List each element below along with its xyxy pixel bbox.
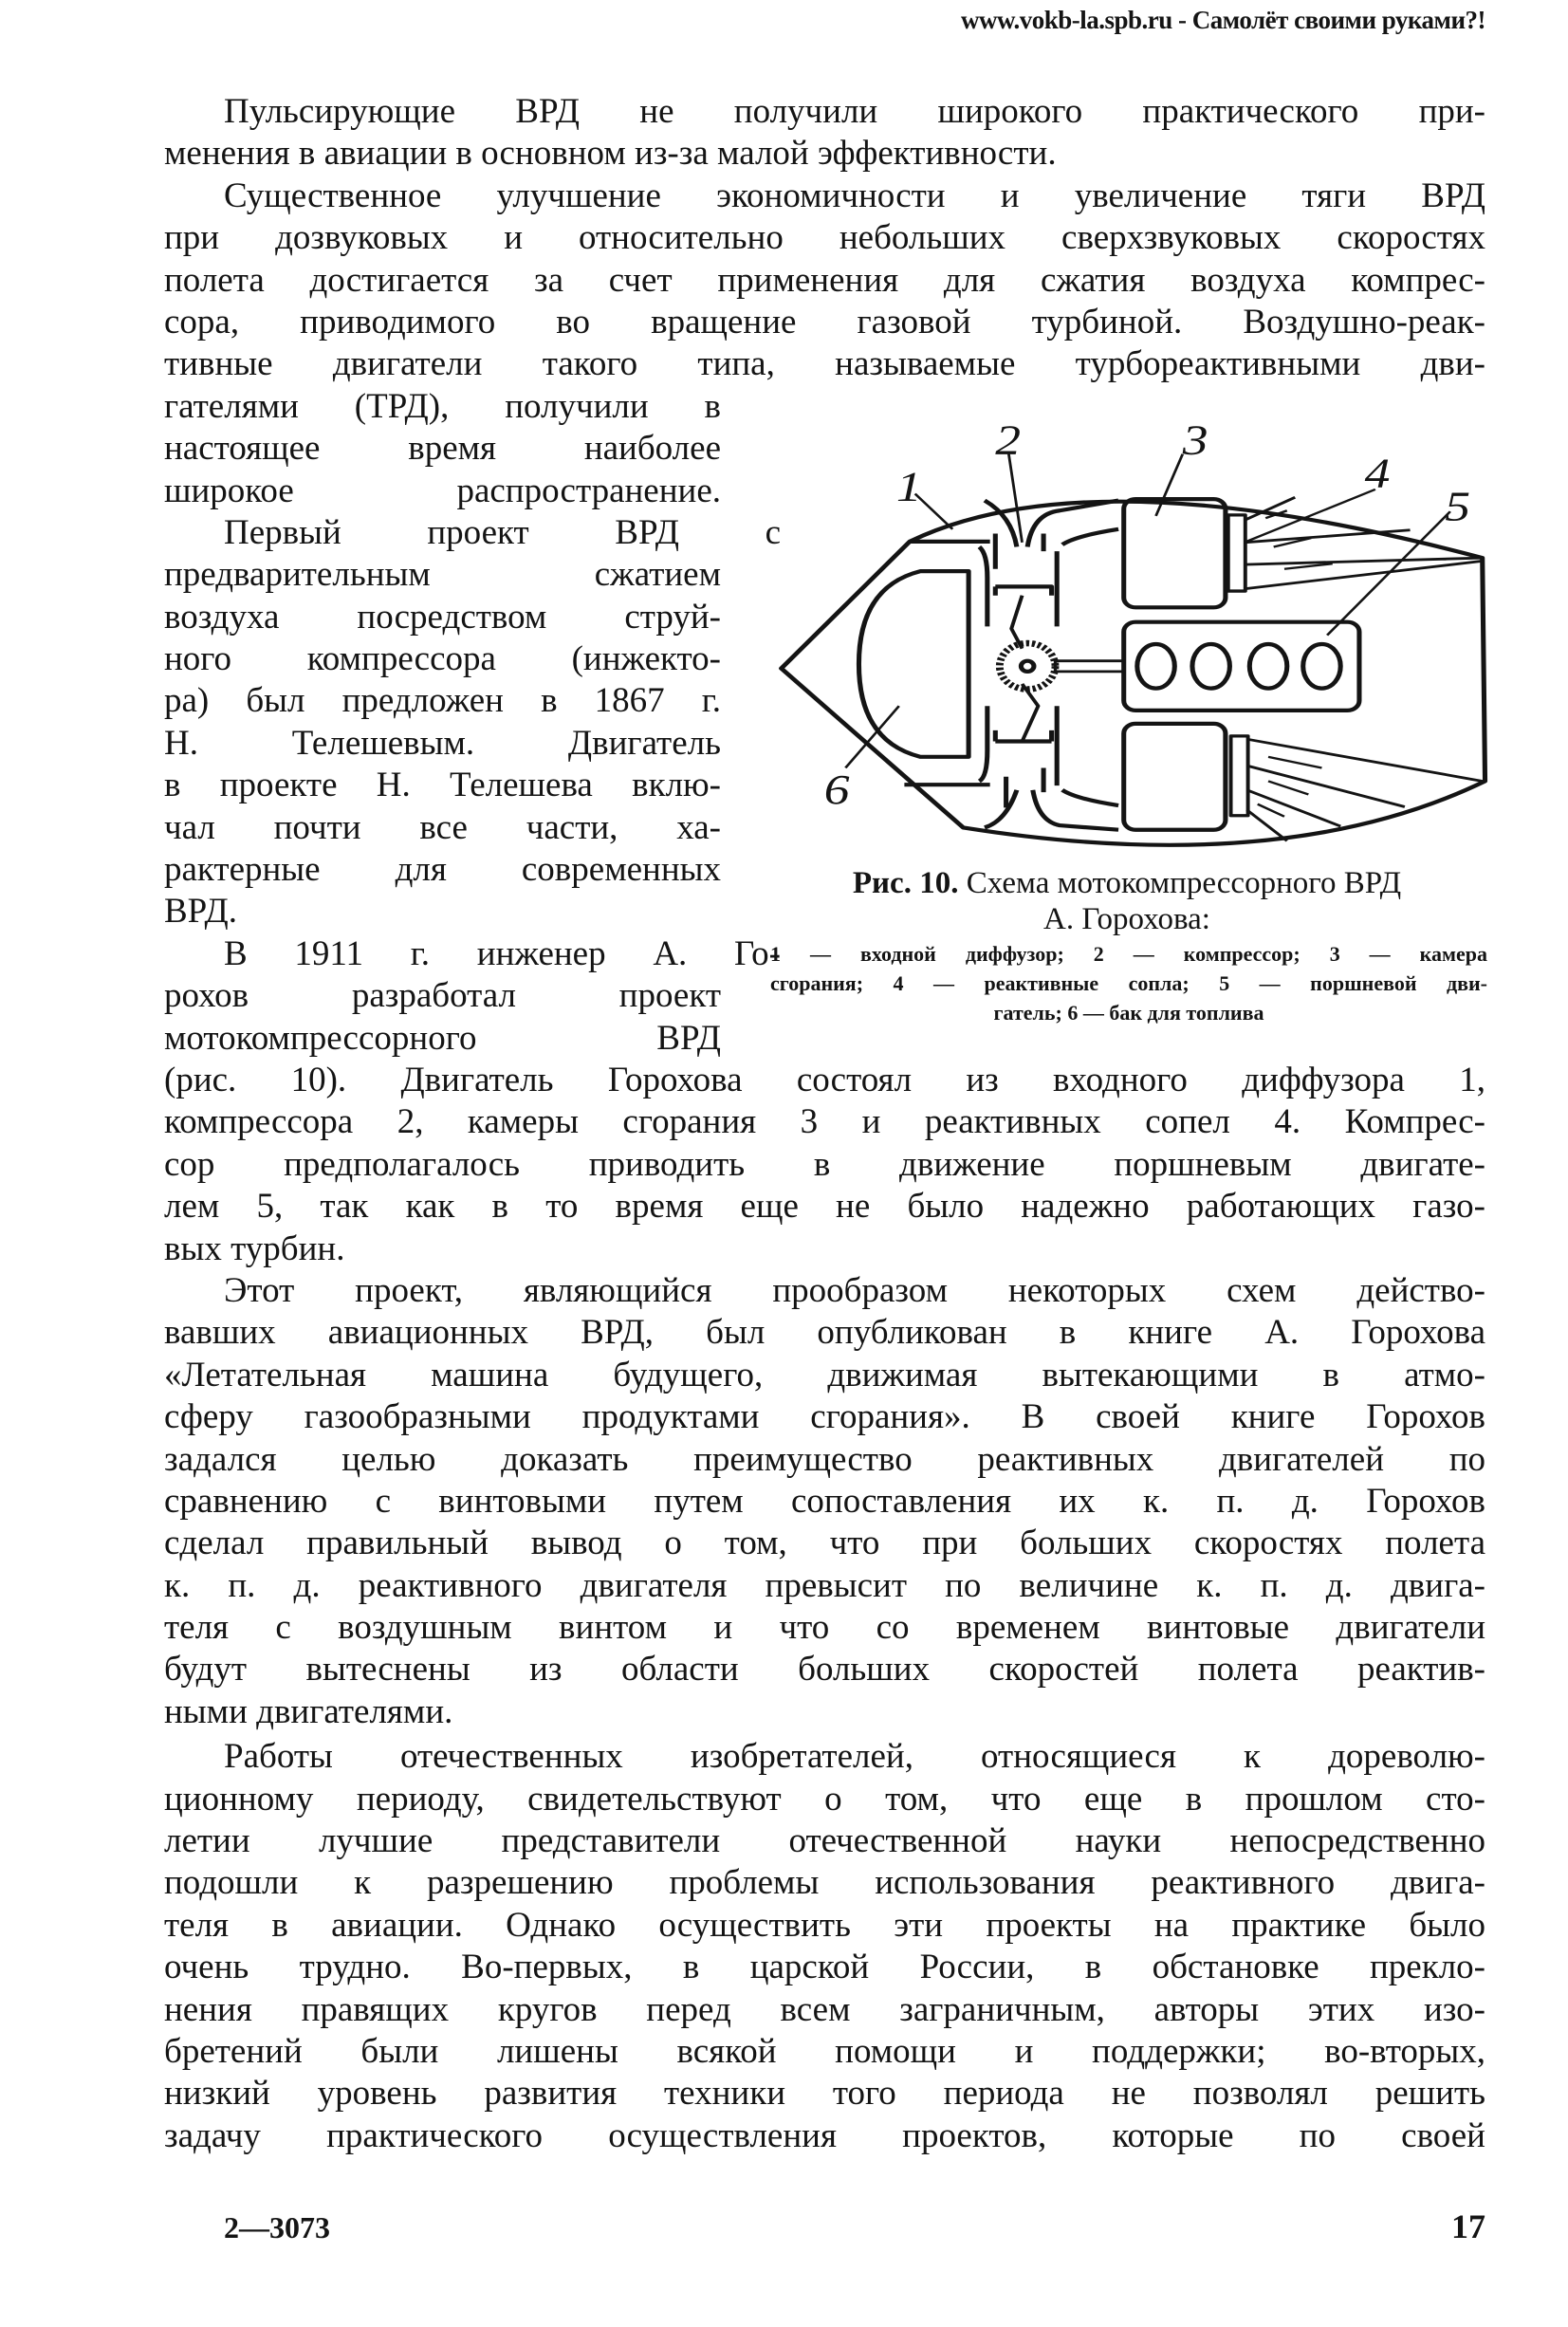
text-line: летии лучшие представители отечественной науки непосредственно (164, 1821, 1485, 1861)
text-line: вых турбин. (164, 1228, 345, 1268)
text-line: широкое распространение. (164, 471, 721, 510)
drive-shaft (1056, 661, 1124, 672)
text-line: сравнению с винтовыми путем сопоставления их к. п. д. Горохов (164, 1481, 1485, 1521)
text-line: полета достигается за счет применения для сжатия воздуха компрес- (164, 260, 1485, 300)
text-line: сора, приводимого во вращение газовой турбиной. Воздушно-реак- (164, 302, 1485, 342)
text-line: (рис. 10). Двигатель Горохова состоял из входного диффузора 1, (164, 1060, 1485, 1099)
text-line: сферу газообразными продуктами сгорания». В своей книге Горохов (164, 1397, 1485, 1437)
text-line: настоящее время наиболее (164, 429, 721, 469)
figure-caption (759, 865, 1495, 937)
text-line: при дозвуковых и относительно небольших сверхзвуковых скоростях (164, 218, 1485, 258)
text-line: к. п. д. реактивного двигателя превысит по величине к. п. д. двига- (164, 1565, 1485, 1605)
text-line: Первый проект ВРД с (224, 512, 781, 552)
label-2: 2 (995, 416, 1022, 464)
label-3: 3 (1182, 416, 1208, 464)
legend-line: сгорания; 4 — реактивные сопла; 5 — поршневой дви- (770, 971, 1487, 995)
text-line: Н. Телешевым. Двигатель (164, 723, 721, 763)
caption-author: А. Горохова: (1043, 902, 1210, 936)
text-line: ВРД. (164, 892, 237, 932)
text-line: очень трудно. Во-первых, в царской России, в обстановке прекло- (164, 1948, 1485, 1987)
text-line: «Летательная машина будущего, движимая вытекающими в атмо- (164, 1355, 1485, 1394)
nozzle-block-upper (1228, 515, 1245, 591)
text-line: теля в авиации. Однако осуществить эти проекты на практике было (164, 1905, 1485, 1945)
figure-legend (770, 939, 1487, 1027)
text-line: задался целью доказать преимущество реактивных двигателей по (164, 1439, 1485, 1479)
text-line: лем 5, так как в то время еще не было надежно работающих газо- (164, 1187, 1485, 1227)
text-line: Работы отечественных изобретателей, относящиеся к дореволю- (224, 1737, 1485, 1777)
caption-title: Схема мотокомпрессорного ВРД (966, 866, 1402, 900)
legend-line: гатель; 6 — бак для топлива (993, 1001, 1264, 1025)
label-5: 5 (1445, 482, 1471, 530)
label-1: 1 (895, 462, 922, 510)
compressor-gear (1000, 643, 1056, 689)
text-line: сор предполагалось приводить в движение поршневым двигате- (164, 1144, 1485, 1184)
page-header-site: www.vokb-la.spb.ru - Самолёт своими руками?! (960, 6, 1485, 34)
text-line: задачу практического осуществления проектов, которые по своей (164, 2115, 1485, 2155)
text-line: рохов разработал проект (164, 976, 721, 1016)
text-line: ными двигателями. (164, 1691, 453, 1731)
cylinder (1192, 644, 1229, 689)
text-line: Существенное улучшение экономичности и увеличение тяги ВРД (224, 175, 1485, 215)
text-line: Этот проект, являющийся прообразом некоторых схем действо- (224, 1270, 1485, 1310)
combustion-chamber-upper (1124, 499, 1226, 607)
text-line: компрессора 2, камеры сгорания 3 и реактивных сопел 4. Компрес- (164, 1102, 1485, 1142)
print-signature: 2—3073 (224, 2210, 330, 2244)
text-line: в проекте Н. Телешева вклю- (164, 766, 721, 805)
text-line: менения в авиации в основном из-за малой эффективности. (164, 134, 1057, 174)
text-line: низкий уровень развития техники того периода не позволял решить (164, 2074, 1485, 2114)
caption-number: Рис. 10. (852, 866, 959, 900)
text-line: бретений были лишены всякой помощи и поддержки; во-вторых, (164, 2031, 1485, 2071)
cylinder (1303, 644, 1340, 689)
text-line: подошли к разрешению проблемы использования реактивного двига- (164, 1863, 1485, 1903)
figure-engine-diagram (776, 410, 1493, 865)
label-6: 6 (823, 766, 850, 813)
text-line: Пульсирующие ВРД не получили широкого практического при- (224, 92, 1485, 131)
text-line: предварительным сжатием (164, 555, 721, 595)
fuel-tank (858, 571, 968, 757)
text-line: нения правящих кругов перед всем заграничным, авторы этих изо- (164, 1989, 1485, 2029)
legend-line: 1 — входной диффузор; 2 — компрессор; 3 — камера (770, 942, 1487, 966)
tank-shroud (979, 546, 987, 781)
piston-engine (1124, 622, 1359, 711)
nozzle-block-lower (1231, 736, 1248, 816)
cylinder (1249, 644, 1286, 689)
page-number: 17 (1451, 2207, 1485, 2245)
cylinder (1137, 644, 1174, 689)
combustion-chamber-lower (1124, 724, 1226, 830)
fuselage-outline (782, 502, 1485, 845)
text-line: вавших авиационных ВРД, был опубликован в книге А. Горохова (164, 1313, 1485, 1353)
text-line: сделал правильный вывод о том, что при больших скоростях полета (164, 1524, 1485, 1563)
text-line: чал почти все части, ха- (164, 807, 721, 847)
text-line: гателями (ТРД), получили в (164, 386, 721, 426)
text-line: ного компрессора (инжекто- (164, 639, 721, 679)
text-line: ционному периоду, свидетельствуют о том, что еще в прошлом сто- (164, 1779, 1485, 1819)
text-line: теля с воздушным винтом и что со временем винтовые двигатели (164, 1608, 1485, 1648)
body-text (164, 91, 1485, 2157)
text-line: ра) был предложен в 1867 г. (164, 681, 721, 721)
compressor-hub (1021, 661, 1034, 672)
text-line: В 1911 г. инженер А. Го- (224, 933, 781, 973)
text-line: тивные двигатели такого типа, называемые турбореактивными дви- (164, 344, 1485, 384)
label-4: 4 (1364, 449, 1391, 497)
text-line: воздуха посредством струй- (164, 597, 721, 637)
text-line: будут вытеснены из области больших скоростей полета реактив- (164, 1650, 1485, 1690)
text-line: мотокомпрессорного ВРД (164, 1018, 721, 1058)
diffuser-duct (904, 542, 989, 785)
text-line: рактерные для современных (164, 850, 721, 890)
